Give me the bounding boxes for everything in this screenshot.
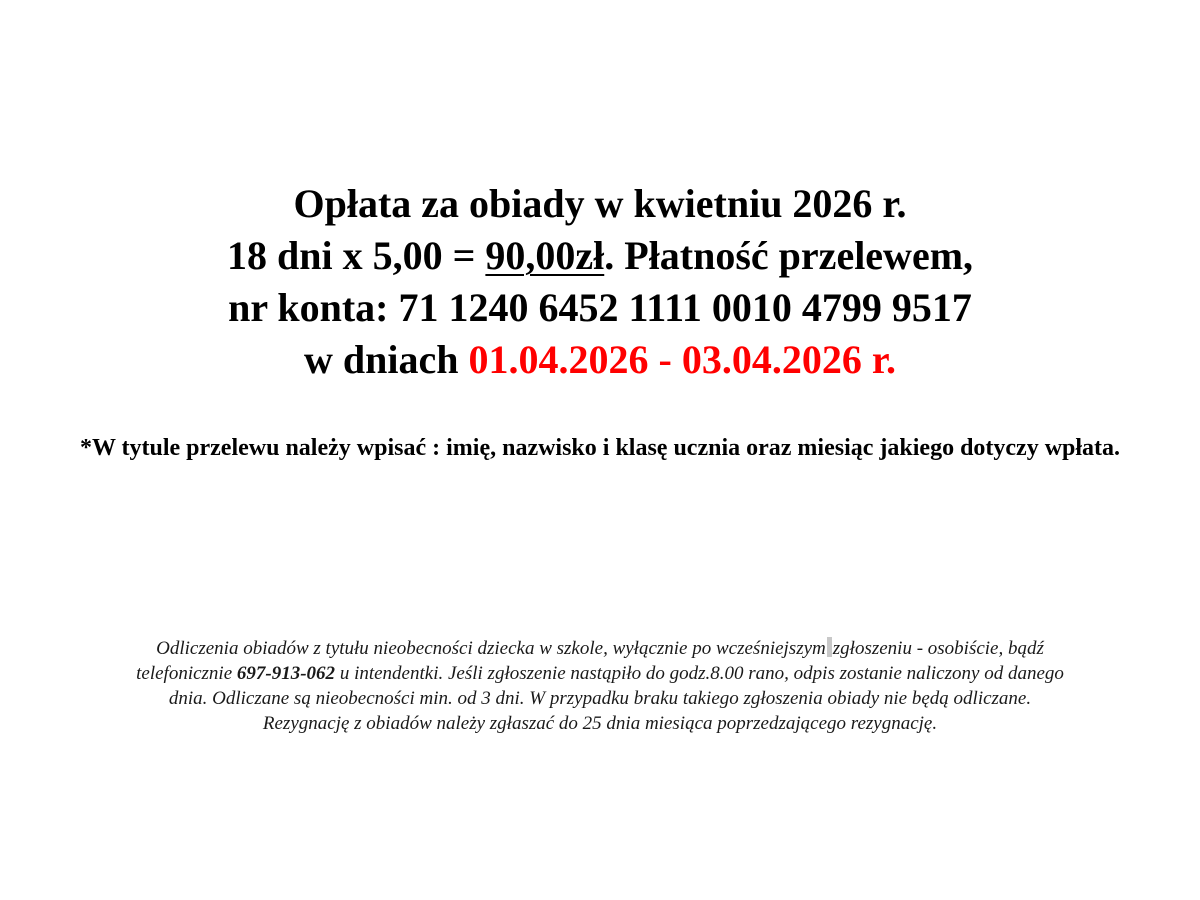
footer-line-2-prefix: telefonicznie xyxy=(136,663,237,684)
heading-dates-value: 01.04.2026 - 03.04.2026 r. xyxy=(468,337,896,382)
footer-line-2-suffix: u intendentki. Jeśli zgłoszenie nastąpiło do godz.8.00 rano, odpis zostanie naliczony od danego xyxy=(335,663,1064,684)
heading-dates-prefix: w dniach xyxy=(304,337,469,382)
transfer-title-note: *W tytule przelewu należy wpisać : imię, nazwisko i klasę ucznia oraz miesiąc jakiego dotyczy wpłata. xyxy=(79,435,1121,461)
absence-policy-footer xyxy=(4,636,1196,736)
heading-amount-line xyxy=(0,230,1200,282)
footer-line-4: Rezygnację z obiadów należy zgłaszać do 25 dnia miesiąca poprzedzającego rezygnację. xyxy=(262,713,938,734)
footer-line-1 xyxy=(4,636,1196,661)
footer-phone-number: 697-913-062 xyxy=(236,663,336,684)
heading-amount-suffix: . Płatność przelewem, xyxy=(604,233,974,278)
payment-heading xyxy=(0,178,1200,386)
footer-line-2 xyxy=(4,661,1196,686)
heading-account-line: nr konta: 71 1240 6452 1111 0010 4799 9517 xyxy=(228,285,972,330)
footer-line-1-start: Odliczenia obiadów z tytułu nieobecności dziecka w szkole, wyłącznie po wcześniejszym xyxy=(156,638,826,659)
footer-line-1-end: zgłoszeniu - osobiście, bądź xyxy=(832,638,1044,659)
heading-title-line: Opłata za obiady w kwietniu 2026 r. xyxy=(293,181,907,226)
text-cursor-icon xyxy=(827,637,832,657)
footer-line-3: dnia. Odliczane są nieobecności min. od 3 dni. W przypadku braku takiego zgłoszenia obiady nie będą odliczane. xyxy=(168,688,1032,709)
heading-amount-value: 90,00zł xyxy=(485,233,605,278)
heading-dates-line xyxy=(0,334,1200,386)
heading-amount-prefix: 18 dni x 5,00 = xyxy=(226,233,486,278)
